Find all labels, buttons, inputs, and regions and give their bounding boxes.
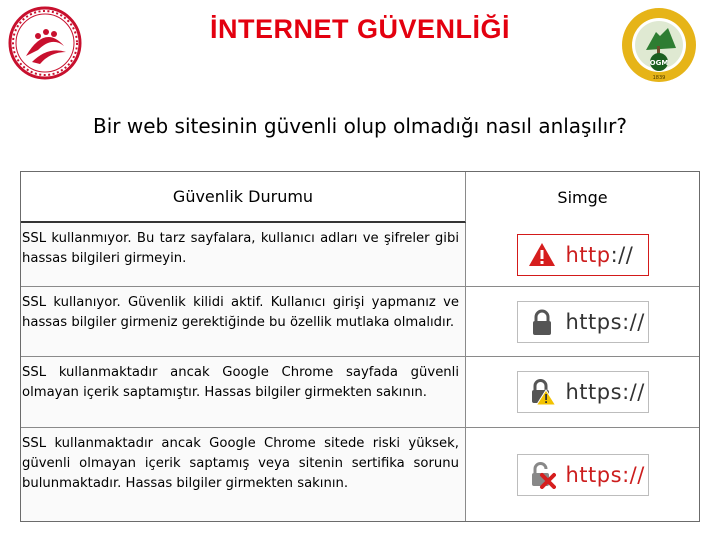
https-badge bbox=[517, 301, 649, 343]
https-danger-badge bbox=[517, 454, 649, 496]
lock-warning-icon bbox=[528, 378, 556, 406]
url-text: https:// bbox=[565, 462, 645, 487]
row-4-symbol bbox=[466, 428, 699, 521]
http-badge bbox=[517, 234, 649, 276]
row-3-text: SSL kullanmaktadır ancak Google Chrome sayfada güvenli olmayan içerik saptamıştır. Hassas bilgiler girmekten sakının. bbox=[21, 357, 466, 428]
question-heading: Bir web sitesinin güvenli olup olmadığı nasıl anlaşılır? bbox=[92, 114, 627, 138]
row-2-symbol bbox=[466, 287, 699, 357]
row-1-symbol bbox=[466, 223, 699, 287]
page-title: İNTERNET GÜVENLİĞİ bbox=[209, 14, 510, 44]
header-status: Güvenlik Durumu bbox=[21, 172, 466, 223]
row-4-text: SSL kullanmaktadır ancak Google Chrome sitede riski yüksek, güvenli olmayan içerik saptamış veya sitenin sertifika sorunu bulunmaktadır. Hassas bilgiler girmekten sakının. bbox=[21, 428, 466, 521]
ogm-abbr: OGM bbox=[649, 59, 669, 67]
security-table bbox=[20, 171, 700, 522]
url-text: http:// bbox=[565, 242, 634, 267]
ogm-year: 1839 bbox=[652, 75, 666, 81]
warning-triangle-icon bbox=[528, 241, 556, 269]
lock-icon bbox=[528, 308, 556, 336]
header-symbol: Simge bbox=[466, 172, 699, 223]
url-text: https:// bbox=[565, 380, 645, 404]
row-3-symbol bbox=[466, 357, 699, 428]
lock-broken-x-icon bbox=[528, 461, 556, 489]
https-warning-badge bbox=[517, 371, 649, 413]
url-text: https:// bbox=[565, 309, 645, 334]
row-2-text: SSL kullanıyor. Güvenlik kilidi aktif. Kullanıcı girişi yapmanız ve hassas bilgiler girmeniz gerektiğinde bu özellik mutlaka olmalıdır. bbox=[21, 287, 466, 357]
row-1-text: SSL kullanmıyor. Bu tarz sayfalara, kullanıcı adları ve şifreler gibi hassas bilgileri girmeyin. bbox=[21, 223, 466, 287]
ogm-logo bbox=[620, 6, 698, 84]
